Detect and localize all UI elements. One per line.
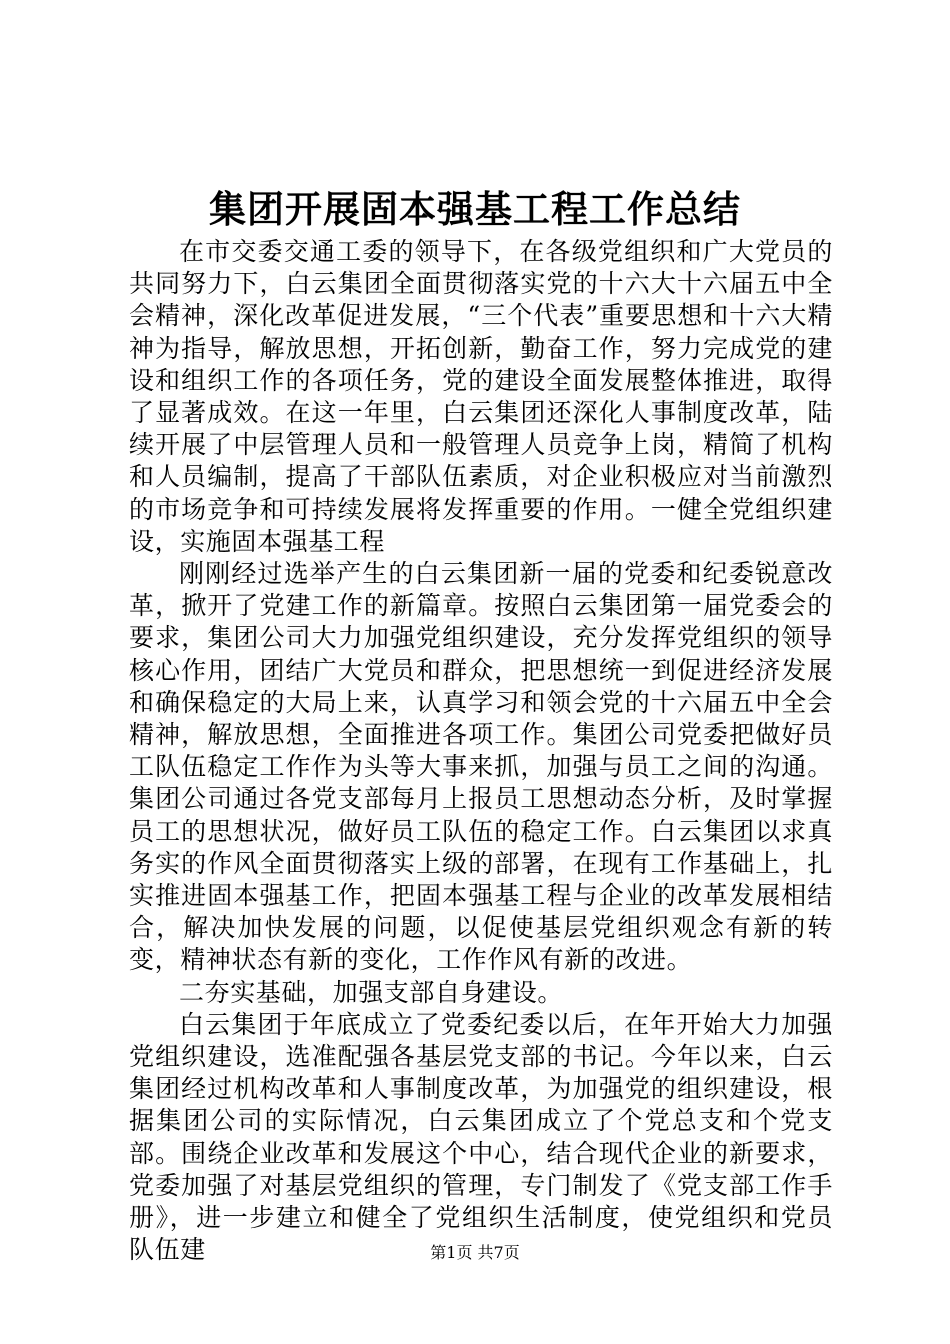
paragraph: 在市交委交通工委的领导下，在各级党组织和广大党员的共同努力下，白云集团全面贯彻落实党的十六大十六届五中全会精神，深化改革促进发展，“三个代表”重要思想和十六大精神为指导，解放思想，开拓创新，勤奋工作，努力完成党的建设和组织工作的各项任务，党的建设全面发展整体推进，取得了显著成效。在这一年里，白云集团还深化人事制度改革，陆续开展了中层管理人员和一般管理人员竞争上岗，精简了机构和人员编制，提高了干部队伍素质，对企业积极应对当前激烈的市场竞争和可持续发展将发挥重要的作用。一健全党组织建设，实施固本强基工程 (129, 237, 833, 556)
paragraph: 刚刚经过选举产生的白云集团新一届的党委和纪委锐意改革，掀开了党建工作的新篇章。按照白云集团第一届党委会的要求，集团公司大力加强党组织建设，充分发挥党组织的领导核心作用，团结广大党员和群众，把思想统一到促进经济发展和确保稳定的大局上来，认真学习和领会党的十六届五中全会精神，解放思想，全面推进各项工作。集团公司党委把做好员工队伍稳定工作作为头等大事来抓，加强与员工之间的沟通。集团公司通过各党支部每月上报员工思想动态分析，及时掌握员工的思想状况，做好员工队伍的稳定工作。白云集团以求真务实的作风全面贯彻落实上级的部署，在现有工作基础上，扎实推进固本强基工作，把固本强基工程与企业的改革发展相结合，解决加快发展的问题，以促使基层党组织观念有新的转变，精神状态有新的变化，工作作风有新的改进。 (129, 559, 833, 975)
section-heading: 二夯实基础，加强支部自身建设。 (179, 977, 564, 1007)
page-number-footer: 第1页 共7页 (430, 1243, 520, 1262)
paragraph: 白云集团于年底成立了党委纪委以后，在年开始大力加强党组织建设，选准配强各基层党支部的书记。今年以来，白云集团经过机构改革和人事制度改革，为加强党的组织建设，根据集团公司的实际情况，白云集团成立了个党总支和个党支部。围绕企业改革和发展这个中心，结合现代企业的新要求，党委加强了对基层党组织的管理，专门制发了《党支部工作手册》，进一步建立和健全了党组织生活制度，使党组织和党员队伍建 (129, 1009, 833, 1265)
document-title: 集团开展固本强基工程工作总结 (209, 187, 741, 231)
document-body (129, 236, 833, 1267)
